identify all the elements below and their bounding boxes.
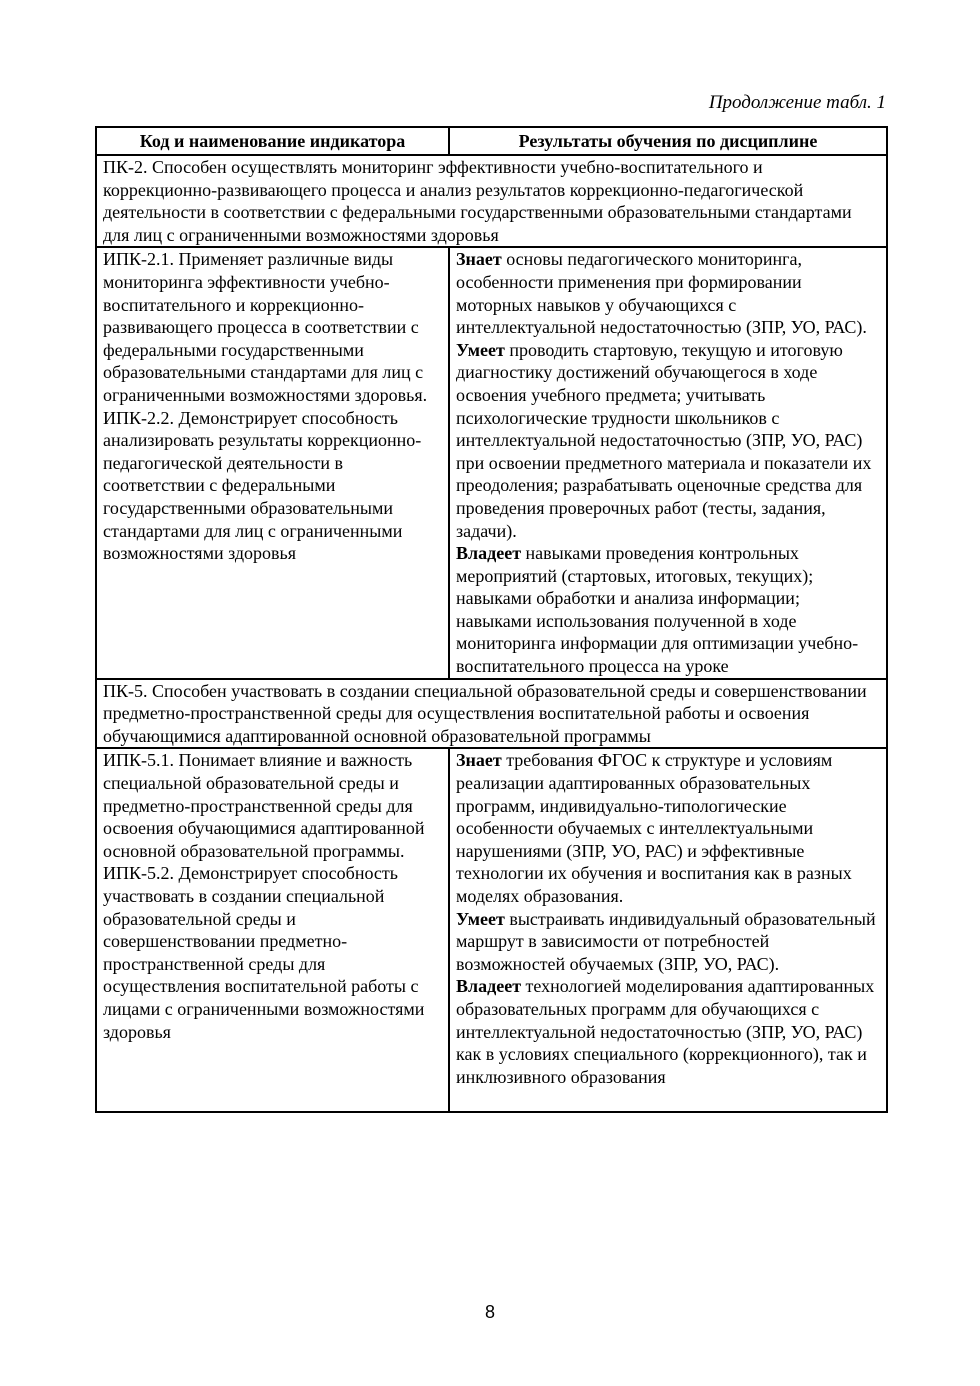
result-can <box>456 908 880 976</box>
indicators-cell-pk2 <box>96 247 449 678</box>
result-label: Владеет <box>456 543 522 564</box>
result-can <box>456 339 880 542</box>
result-masters <box>456 542 880 678</box>
competency-row-pk2 <box>96 155 887 247</box>
competency-pk5: ПК-5. Способен участвовать в создании специальной образовательной среды и совершенствовании предметно-пространственной среды для осуществления воспитательной работы и освоения обучающимися адаптированной основной образовательной программы <box>96 679 887 749</box>
result-knows <box>456 248 880 338</box>
table-header-row <box>96 127 887 155</box>
competency-pk2: ПК-2. Способен осуществлять мониторинг эффективности учебно-воспитательного и коррекционно-развивающего процесса и анализ результатов коррекционно-педагогической деятельности в соответствии с федеральными государственными образовательными стандартами для лиц с ограниченными возможностями здоровья <box>96 155 887 247</box>
result-masters <box>456 975 880 1088</box>
result-text: требования ФГОС к структуре и условиям реализации адаптированных образовательных программ, индивидуально-типологические особенности обучаемых с интеллектуальными нарушениями (ЗПР, УО, РАС) и эффективные технологии их обучения и воспитания как в разных моделях образования. <box>456 750 852 906</box>
results-cell-pk2 <box>449 247 887 678</box>
indicator-ipk-2-1: ИПК-2.1. Применяет различные виды мониторинга эффективности учебно-воспитательного и коррекционно-развивающего процесса в соответствии с федеральными государственными образовательными стандартами для лиц с ограниченными возможностями здоровья. <box>103 249 428 405</box>
result-text: технологией моделирования адаптированных образовательных программ для обучающихся с интеллектуальной недостаточностью (ЗПР, УО, РАС) как в условиях специального (коррекционного), так и инклюзивного образования <box>456 976 875 1087</box>
indicator-ipk-5-1: ИПК-5.1. Понимает влияние и важность специальной образовательной среды и предметно-пространственной среды для освоения обучающимися адаптированной основной образовательной программы. <box>103 750 425 861</box>
result-knows <box>456 749 880 907</box>
page-number: 8 <box>484 1302 495 1322</box>
indicator-ipk-2-2: ИПК-2.2. Демонстрирует способность анализировать результаты коррекционно-педагогической деятельности в соответствии с федеральными государственными образовательными стандартами для лиц с ограниченными возможностями здоровья <box>103 407 422 564</box>
result-text: основы педагогического мониторинга, особенности применения при формировании моторных навыков у обучающихся с интеллектуальной недостаточностью (ЗПР, УО, РАС). <box>456 249 867 338</box>
competency-table <box>95 126 888 1113</box>
competency-row-pk5 <box>96 679 887 749</box>
result-label: Владеет <box>456 976 522 997</box>
header-indicator: Код и наименование индикатора <box>96 127 449 155</box>
table-row <box>96 247 887 678</box>
result-text: проводить стартовую, текущую и итоговую диагностику достижений обучающегося в ходе освоения учебного предмета; учитывать психологические трудности школьников с интеллектуальной недостаточностью (ЗПР, УО, РАС) при освоении предметного материала и показатели их преодоления; разрабатывать оценочные средства для проведения проверочных работ (тесты, задания, задачи). <box>456 339 872 541</box>
table-row <box>96 748 887 1112</box>
result-text: выстраивать индивидуальный образовательный маршрут в зависимости от потребностей возможностей обучаемых (ЗПР, УО, РАС). <box>456 908 876 974</box>
indicator-ipk-5-2: ИПК-5.2. Демонстрирует способность участвовать в создании специальной образовательной среды и совершенствовании предметно-пространственной среды для осуществления воспитательной работы с лицами с ограниченными возможностями здоровья <box>103 863 425 1042</box>
result-label: Знает <box>456 249 502 270</box>
header-results: Результаты обучения по дисциплине <box>449 127 887 155</box>
result-label: Умеет <box>456 339 505 360</box>
indicators-cell-pk5 <box>96 748 449 1112</box>
results-cell-pk5 <box>449 748 887 1112</box>
result-label: Умеет <box>456 908 505 929</box>
table-continuation-caption: Продолжение табл. 1 <box>708 92 886 113</box>
result-label: Знает <box>456 750 502 771</box>
result-text: навыками проведения контрольных мероприятий (стартовых, итоговых, текущих); навыками обработки и анализа информации; навыками использования полученной в ходе мониторинга информации для оптимизации учебно-воспитательного процесса на уроке <box>456 543 859 677</box>
